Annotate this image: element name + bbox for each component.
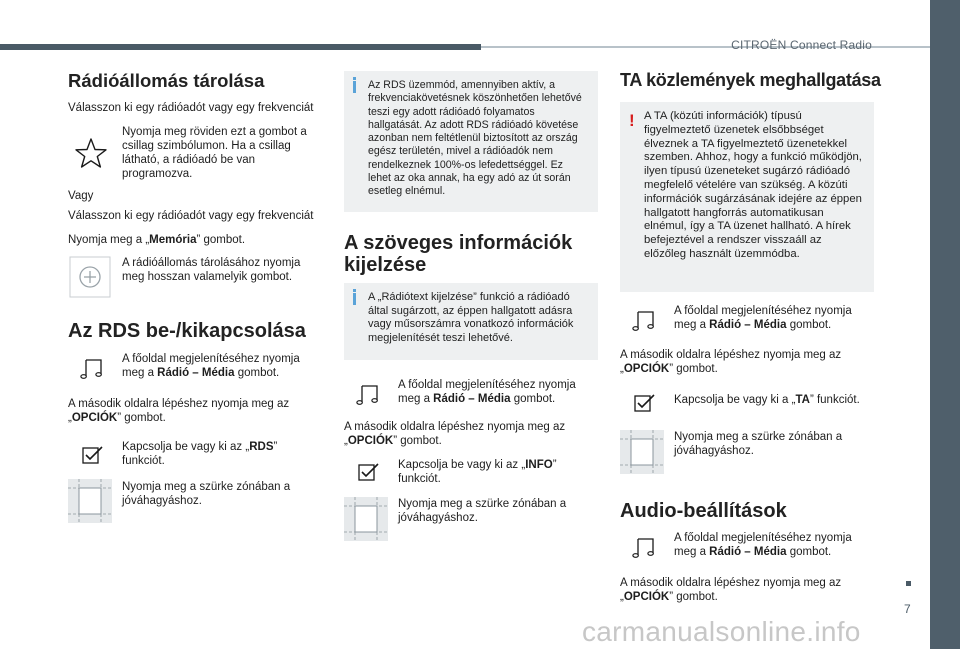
info-text-rds: Az RDS üzemmód, amennyiben aktív, a frekvenciakövetésnek köszönhetően lehetővé teszi egy adott rádióadó folyamatos hallgatását. Az adott RDS rádióadó követése azonban nem feltétlenül biztosított az ország egész területén, mivel a rádióadók nem rendelkeznek 100%-os lefedettséggel. Ez lehet az oka annak, ha egy adó az út során esetleg elnémul. (368, 79, 582, 198)
paragraph-select-station-2: Válasszon ki egy rádióadót vagy egy frekvenciát (68, 210, 314, 222)
heading-rds: Az RDS be-/kikapcsolása (68, 320, 306, 342)
info-box-radiotext (344, 283, 598, 360)
heading-ta: TA közlemények meghallgatása (620, 70, 881, 90)
add-preset-icon (69, 256, 111, 298)
music-note-icon (356, 383, 380, 405)
warning-icon: ! (629, 111, 635, 130)
heading-station-storage: Rádióállomás tárolása (68, 70, 265, 91)
checkbox-icon (634, 393, 656, 414)
info-text-radiotext: A „Rádiótext kijelzése” funkció a rádióadó által sugárzott, az éppen hallgatott adásra vagy műsorszámra vonatkozó információk megjelenítését teszi lehetővé. (368, 291, 574, 344)
paragraph-options: A második oldalra lépéshez nyomja meg az „OPCIÓK” gombot. (620, 349, 842, 375)
paragraph-options: A második oldalra lépéshez nyomja meg az „OPCIÓK” gombot. (620, 577, 842, 603)
paragraph-options: A második oldalra lépéshez nyomja meg az „OPCIÓK” gombot. (344, 421, 566, 447)
step-main-page: A főoldal megjelenítéséhez nyomja meg a Rádió – Média gombot. (674, 305, 852, 331)
step-star-press: Nyomja meg röviden ezt a gombot a csillag szimbólumon. Ha a csillag látható, a rádióadó be van programozva. (122, 126, 307, 180)
grey-zone-icon (344, 497, 388, 541)
heading-audio-settings: Audio-beállítások (620, 500, 787, 522)
header-rule-dark (0, 44, 481, 50)
checkbox-icon (358, 462, 380, 483)
side-tab-strip (930, 0, 960, 649)
warning-text-ta: A TA (közúti információk) típusú figyelmeztető üzenetek elsőbbséget élveznek a TA figyelmeztető üzenetekkel szemben. Ahhoz, hogy a funkció működjön, ilyen típusú üzeneteket sugárzó rádióadó megfelelő vételére van szükség. A közúti információk sugárzásának idejére az éppen hallgatott hangforrás automatikusan elnémul, így a TA üzenet hallható. A hírek befejeztével a rendszer visszaáll az előzőleg használt üzemmódba. (644, 110, 862, 260)
step-main-page: A főoldal megjelenítéséhez nyomja meg a Rádió – Média gombot. (122, 353, 300, 379)
step-toggle-ta: Kapcsolja be vagy ki a „TA” funkciót. (674, 394, 860, 406)
step-long-press: A rádióállomás tárolásához nyomja meg hosszan valamelyik gombot. (122, 257, 301, 283)
watermark: carmanualsonline.info (582, 616, 861, 647)
music-note-icon (632, 536, 656, 558)
grey-zone-icon (68, 479, 112, 523)
music-note-icon (632, 309, 656, 331)
step-main-page: A főoldal megjelenítéséhez nyomja meg a Rádió – Média gombot. (398, 379, 576, 405)
info-box-rds (344, 71, 598, 212)
step-toggle-rds: Kapcsolja be vagy ki az „RDS” funkciót. (122, 441, 278, 467)
paragraph-options: A második oldalra lépéshez nyomja meg az „OPCIÓK” gombot. (68, 398, 290, 424)
info-icon (353, 77, 356, 80)
checkbox-icon (82, 445, 104, 466)
step-confirm: Nyomja meg a szürke zónában a jóváhagyáshoz. (398, 498, 567, 524)
grey-zone-icon (620, 430, 664, 474)
step-confirm: Nyomja meg a szürke zónában a jóváhagyáshoz. (674, 431, 843, 457)
heading-text-info: A szöveges információk kijelzése (344, 232, 573, 276)
paragraph-select-station: Válasszon ki egy rádióadót vagy egy frekvenciát (68, 102, 314, 114)
music-note-icon (80, 357, 104, 379)
step-main-page: A főoldal megjelenítéséhez nyomja meg a Rádió – Média gombot. (674, 532, 852, 558)
warning-box-ta (620, 102, 874, 292)
step-confirm: Nyomja meg a szürke zónában a jóváhagyáshoz. (122, 481, 291, 507)
page-number: 7 (904, 602, 911, 616)
star-icon (74, 137, 108, 169)
paragraph-memory: Nyomja meg a „Memória” gombot. (68, 234, 246, 246)
step-toggle-info: Kapcsolja be vagy ki az „INFO” funkciót. (398, 459, 557, 485)
info-icon (353, 289, 356, 292)
text-or: Vagy (68, 190, 94, 202)
continue-marker (906, 581, 911, 586)
header-title: CITROËN Connect Radio (731, 38, 872, 52)
